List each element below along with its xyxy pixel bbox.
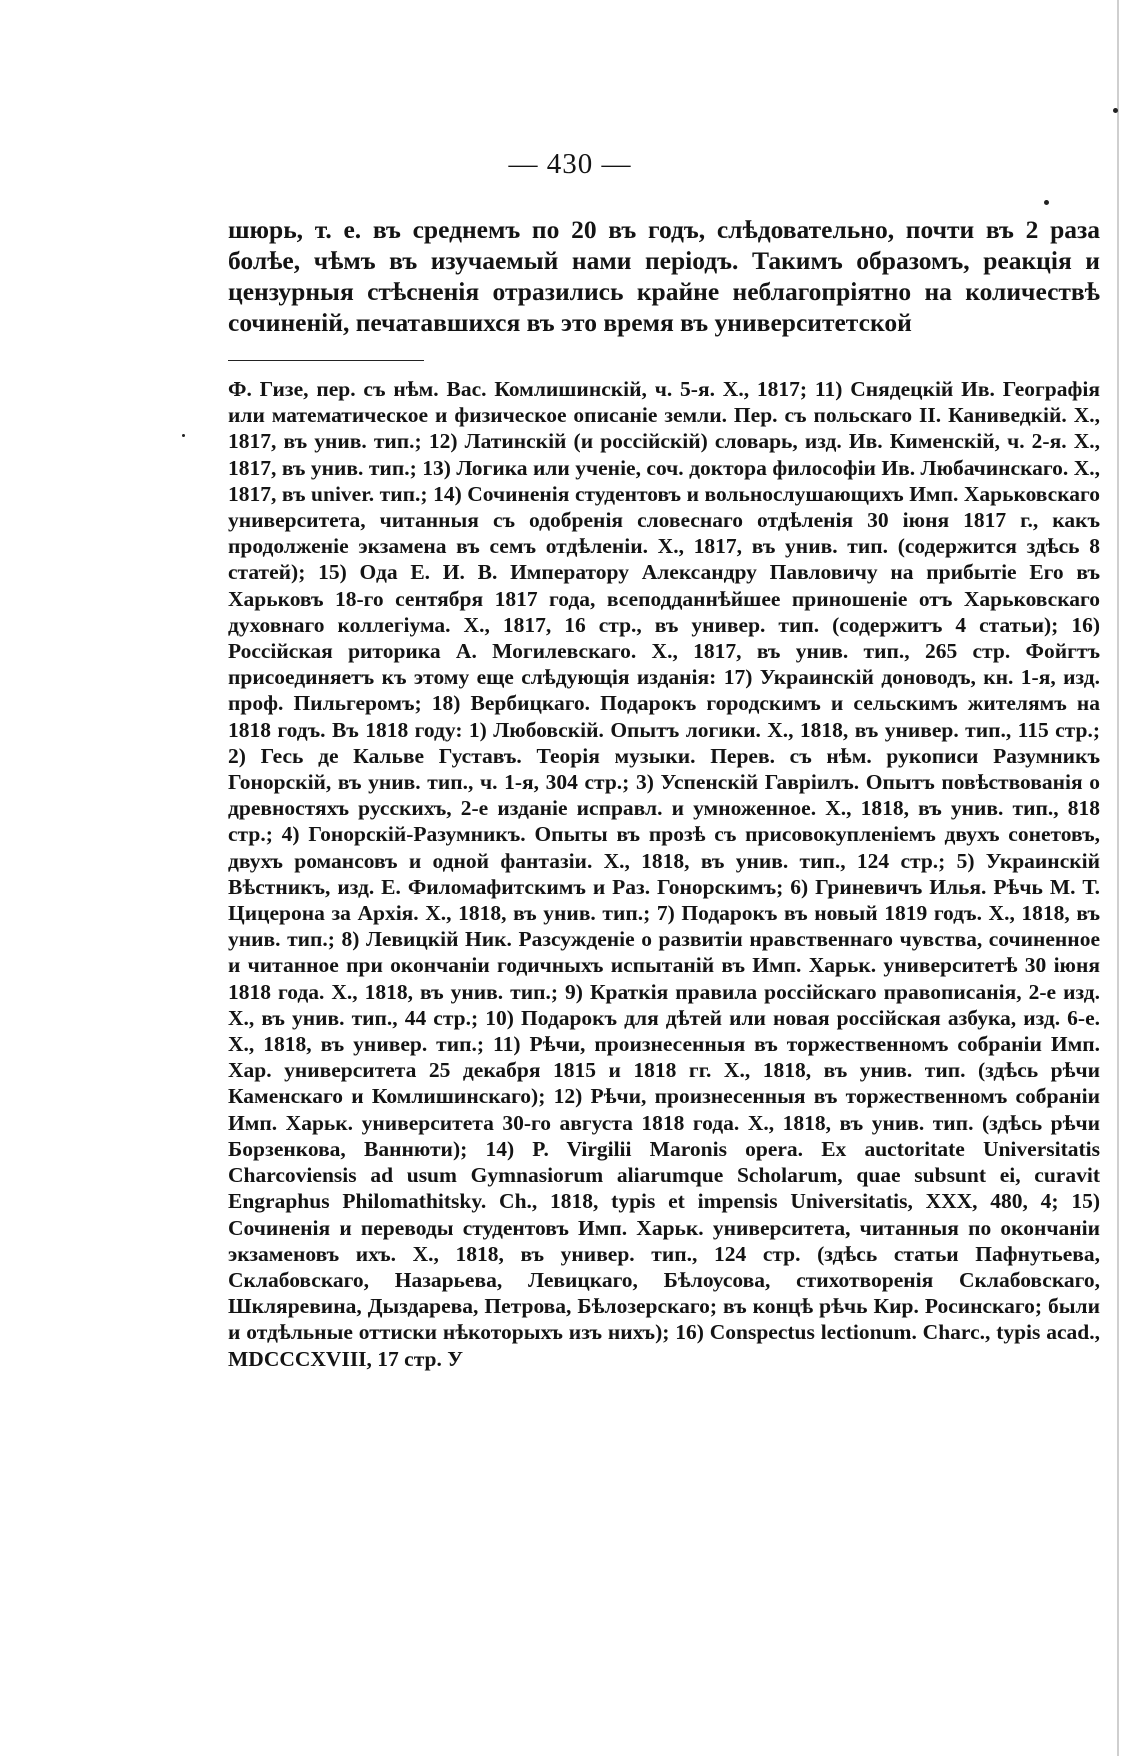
scan-speck [1044,200,1049,205]
page-edge-line [1117,0,1119,1756]
footnote-separator [228,360,424,361]
scan-speck [1113,108,1118,113]
footnote-text: Ф. Гизе, пер. съ нѣм. Вас. Комлишинскій, ч. 5-я. Х., 1817; 11) Снядецкій Ив. Географія или математическое и физическое описаніе земли. Пер. съ польскаго II. Каниведкій. Х., 1817, въ унив. тип.; 12) Латинскій (и россійскій) словарь, изд. Ив. Кименскій, ч. 2-я. Х., 1817, въ унив. тип.; 13) Логика или ученіе, соч. доктора философіи Ив. Любачинскаго. Х., 1817, въ univer. тип.; 14) Сочиненія студентовъ и вольнослушающихъ Имп. Харьковскаго университета, читанныя съ одобренія словеснаго отдѣленія 30 іюня 1817 г., какъ продолженіе экзамена въ семъ отдѣленіи. Х., 1817, въ унив. тип. (содержится здѣсь 8 статей); 15) Ода Е. И. В. Императору Александру Павловичу на прибытіе Его въ Харьковъ 18-го сентября 1817 года, всеподданнѣйшее приношеніе отъ Харьковскаго духовнаго коллегіума. Х., 1817, 16 стр., въ универ. тип. (содержитъ 4 статьи); 16) Россійская риторика А. Могилевскаго. Х., 1817, въ унив. тип., 265 стр. Фойгтъ присоединяетъ къ этому еще слѣдующія изданія: 17) Украинскій доноводъ, кн. 1-я, изд. проф. Пильгеромъ; 18) Вербицкаго. Подарокъ городскимъ и сельскимъ жителямъ на 1818 годъ. Въ 1818 году: 1) Любовскій. Опытъ логики. Х., 1818, въ универ. тип., 115 стр.; 2) Гесь де Кальве Густавъ. Теорія музыки. Перев. съ нѣм. рукописи Разумникъ Гонорскій, въ унив. тип., ч. 1-я, 304 стр.; 3) Успенскій Гавріилъ. Опытъ повѣствованія о древностяхъ русскихъ, 2-е изданіе исправл. и умноженное. Х., 1818, въ унив. тип., 818 стр.; 4) Гонорскій-Разумникъ. Опыты въ прозѣ съ присовокупленіемъ двухъ сонетовъ, двухъ романсовъ и одной фантазіи. Х., 1818, въ унив. тип., 124 стр.; 5) Украинскій Вѣстникъ, изд. Е. Филомафитскимъ и Раз. Гонорскимъ; 6) Гриневичъ Илья. Рѣчь М. Т. Цицерона за Архія. Х., 1818, въ унив. тип.; 7) Подарокъ въ новый 1819 годъ. Х., 1818, въ унив. тип.; 8) Левицкій Ник. Разсужденіе о развитіи нравственнаго чувства, сочиненное и читанное при окончаніи годичныхъ испытаній въ Имп. Харьк. университетѣ 30 іюня 1818 года. Х., 1818, въ унив. тип.; 9) Краткія правила россійскаго правописанія, 2-е изд. Х., въ унив. тип., 44 стр.; 10) Подарокъ для дѣтей или новая россійская азбука, изд. 6-е. Х., 1818, въ универ. тип.; 11) Рѣчи, произнесенныя въ торжественномъ собраніи Имп. Хар. университета 25 декабря 1815 и 1818 гг. Х., 1818, въ унив. тип. (здѣсь рѣчи Каменскаго и Комлишинскаго); 12) Рѣчи, произнесенныя въ торжественномъ собраніи Имп. Харьк. университета 30-го августа 1818 года. Х., 1818, въ унив. тип. (здѣсь рѣчи Борзенкова, Ваннюти); 14) P. Virgilii Maronis opera. Ex auctoritate Universitatis Charcoviensis ad usum Gymnasiorum aliarumque Scholarum, quae subsunt ei, curavit Engraphus Philomathitsky. Ch., 1818, typis et impensis Universitatis, XXX, 480, 4; 15) Сочиненія и переводы студентовъ Имп. Харьк. университета, читанныя по окончаніи экзаменовъ ихъ. Х., 1818, въ универ. тип., 124 стр. (здѣсь статьи Пафнутьева, Склабовскаго, Назарьева, Левицкаго, Бѣлоусова, стихотворенія Склабовскаго, Шкляревина, Дыздарева, Петрова, Бѣлозерскаго; въ концѣ рѣчь Кир. Росинскаго; были и отдѣльные оттиски нѣкоторыхъ изъ нихъ); 16) Conspectus lectionum. Charc., typis acad., MDCCCXVIII, 17 стр. У [228,377,1100,1371]
scan-speck [182,434,185,437]
page-number: — 430 — [508,148,632,180]
main-paragraph: шюрь, т. е. въ среднемъ по 20 въ годъ, слѣдовательно, почти въ 2 раза болѣе, чѣмъ въ изучаемый нами періодъ. Такимъ образомъ, реакція и цензурныя стѣсненія отразились крайне неблагопріятно на количествѣ сочиненій, печатавшихся въ это время въ университетской [228,215,1100,337]
